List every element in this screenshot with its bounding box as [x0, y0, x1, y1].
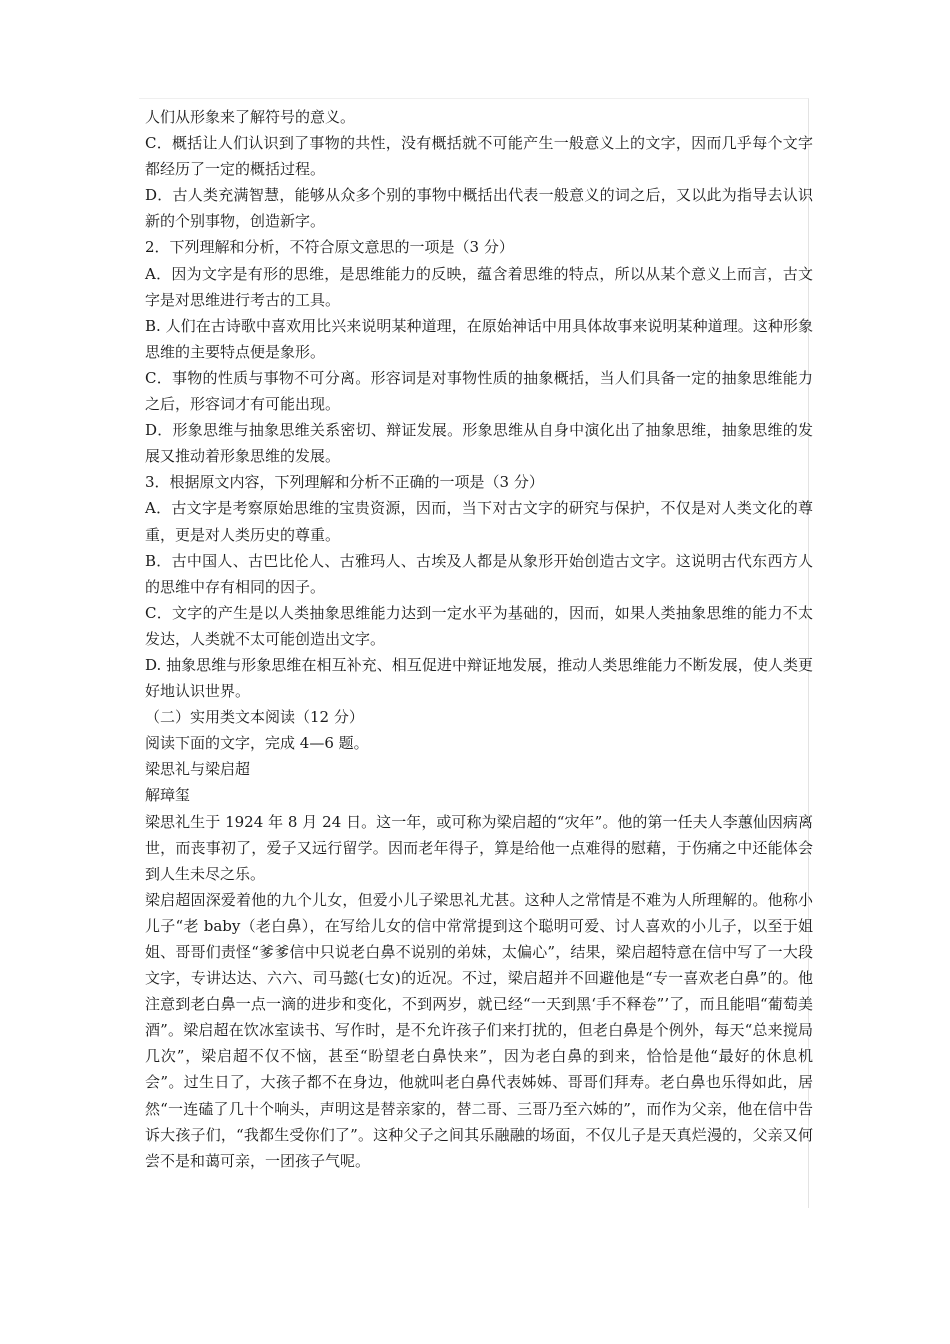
article-paragraph-2: 梁启超固深爱着他的九个儿女，但爱小儿子梁思礼尤甚。这种人之常情是不难为人所理解的。他称小儿子“老 baby（老白鼻），在写给儿女的信中常常提到这个聪明可爱、讨人喜欢的小儿子，以至于姐姐、哥哥们责怪“爹爹信中只说老白鼻不说别的弟妹，太偏心”，结果，梁启超特意在信中写了一大段文字，专讲达达、六六、司马懿(七女)的近况。不过，梁启超并不回避他是“专一喜欢老白鼻”的。他注意到老白鼻一点一滴的进步和变化，不到两岁，就已经“一天到黑‘手不释卷”’了，而且能唱“葡萄美酒”。梁启超在饮冰室读书、写作时，是不允许孩子们来打扰的，但老白鼻是个例外，每天“总来搅局几次”，梁启超不仅不恼，甚至“盼望老白鼻快来”，因为老白鼻的到来，恰恰是他“最好的休息机会”。过生日了，大孩子都不在身边，他就叫老白鼻代表姊姊、哥哥们拜寿。老白鼻也乐得如此，居然“一连磕了几十个响头，声明这是替亲家的，替二哥、三哥乃至六姊的”，而作为父亲，他在信中告诉大孩子们，“我都生受你们了”。这种父子之间其乐融融的场面，不仅儿子是天真烂漫的，父亲又何尝不是和蔼可亲，一团孩子气呢。 [145, 890, 813, 1170]
section-instruction: 阅读下面的文字，完成 4—6 题。 [145, 734, 369, 753]
paragraph-3: D．古人类充满智慧，能够从众多个别的事物中概括出代表一般意义的词之后，又以此为指导去认识新的个别事物，创造新字。 [145, 186, 813, 231]
question-3-stem: 3．根据原文内容，下列理解和分析不正确的一项是（3 分） [145, 473, 544, 492]
question-2-option-a: A．因为文字是有形的思维，是思维能力的反映，蕴含着思维的特点，所以从某个意义上而言，古文字是对思维进行考古的工具。 [145, 264, 813, 309]
document-body [145, 104, 813, 1174]
question-3-option-b: B．古中国人、古巴比伦人、古雅玛人、古埃及人都是从象形开始创造古文字。这说明古代东西方人的思维中存有相同的因子。 [145, 551, 813, 596]
paragraph-1: 人们从形象来了解符号的意义。 [145, 108, 356, 126]
section-heading: （二）实用类文本阅读（12 分） [145, 708, 364, 727]
question-3-option-a: A．古文字是考察原始思维的宝贵资源，因而，当下对古文字的研究与保护，不仅是对人类文化的尊重，更是对人类历史的尊重。 [145, 499, 813, 544]
paragraph-2: C．概括让人们认识到了事物的共性，没有概括就不可能产生一般意义上的文字，因而几乎每个文字都经历了一定的概括过程。 [145, 134, 813, 179]
article-title: 梁思礼与梁启超 [145, 760, 251, 779]
question-3-option-d: D. 抽象思维与形象思维在相互补充、相互促进中辩证地发展，推动人类思维能力不断发展，使人类更好地认识世界。 [145, 655, 813, 701]
article-author: 解璋玺 [145, 786, 191, 805]
question-2-option-b: B. 人们在古诗歌中喜欢用比兴来说明某种道理，在原始神话中用具体故事来说明某种道理。这种形象思维的主要特点便是象形。 [145, 316, 813, 361]
question-3-option-c: C．文字的产生是以人类抽象思维能力达到一定水平为基础的，因而，如果人类抽象思维的能力不太发达，人类就不太可能创造出文字。 [145, 603, 813, 648]
question-2-option-c: C．事物的性质与事物不可分离。形容词是对事物性质的抽象概括，当人们具备一定的抽象思维能力之后，形容词才有可能出现。 [145, 368, 813, 414]
question-2-option-d: D．形象思维与抽象思维关系密切、辩证发展。形象思维从自身中演化出了抽象思维，抽象思维的发展又推动着形象思维的发展。 [145, 421, 813, 466]
question-2-stem: 2．下列理解和分析，不符合原文意思的一项是（3 分） [145, 238, 514, 257]
article-paragraph-1: 梁思礼生于 1924 年 8 月 24 日。这一年，或可称为梁启超的“灾年”。他的第一任夫人李蕙仙因病离世，而丧事初了，爱子又远行留学。因而老年得子，算是给他一点难得的慰藉，于伤痛之中还能体会到人生未尽之乐。 [145, 812, 813, 883]
